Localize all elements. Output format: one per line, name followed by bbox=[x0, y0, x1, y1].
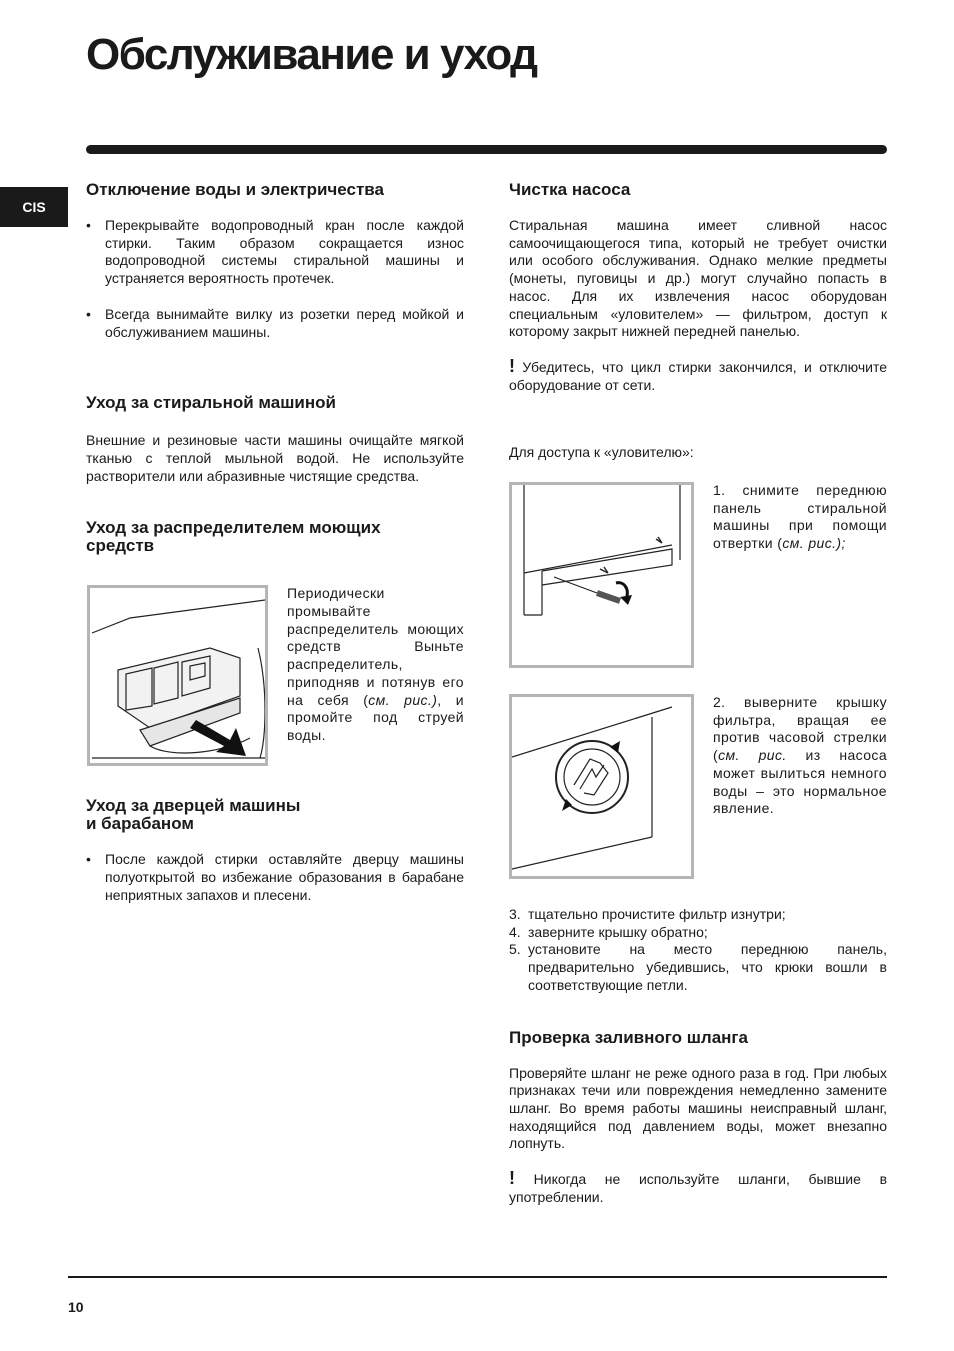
list-item: • Всегда вынимайте вилку из розетки перед мойкой и обслуживанием машины. bbox=[86, 306, 464, 341]
section-heading-shutoff: Отключение воды и электричества bbox=[86, 180, 384, 199]
door-list bbox=[86, 851, 464, 904]
filter-cap-illustration bbox=[512, 697, 691, 876]
bottom-rule bbox=[68, 1276, 887, 1278]
hose-text: Проверяйте шланг не реже одного раза в год. При любых признаках течи или повреждения немедленно замените шланг. Во время работы машины неисправный шланг, находящийся под давлением воды, может внезапно лопнуть. bbox=[509, 1064, 887, 1152]
list-item: • После каждой стирки оставляйте дверцу машины полуоткрытой во избежание образования в барабане неприятных запахов и плесени. bbox=[86, 851, 464, 904]
step2-block bbox=[509, 694, 887, 879]
warning-icon: ! bbox=[509, 355, 515, 376]
section-heading-dispenser: Уход за распределителем моющих средств bbox=[86, 518, 381, 556]
machine-care-text: Внешние и резиновые части машины очищайте мягкой тканью с теплой мыльной водой. Не используйте растворители или абразивные чистящие средства. bbox=[86, 432, 464, 484]
left-column bbox=[86, 180, 464, 904]
list-item: • Перекрывайте водопроводный кран после каждой стирки. Таким образом сокращается износ водопроводной системы стиральной машины и устраняется вероятность протечек. bbox=[86, 217, 464, 288]
list-item: 4. заверните крышку обратно; bbox=[509, 923, 708, 940]
screwdriver-panel-illustration bbox=[512, 485, 691, 665]
pump-text: Стиральная машина имеет сливной насос самоочищающегося типа, который не требует очистки или особого обслуживания. Однако мелкие предметы (монеты, пуговицы и др.) могут случайно попасть в насос. Для их извлечения насос оборудован специальным «уловителем» — фильтром, доступ к которому закрыт нижней передней панелью. bbox=[509, 217, 887, 340]
dispenser-figure bbox=[87, 585, 268, 766]
list-item: 3. тщательно прочистите фильтр изнутри; bbox=[509, 906, 786, 923]
page-title: Обслуживание и уход bbox=[86, 30, 537, 79]
step1-text: 1. снимите переднюю панель стиральной машины при помощи отвертки (см. рис.); bbox=[713, 482, 887, 552]
dispenser-block bbox=[86, 585, 464, 767]
access-text: Для доступа к «уловителю»: bbox=[509, 444, 694, 461]
region-tab: CIS bbox=[0, 187, 68, 227]
right-column bbox=[509, 180, 887, 1206]
warning-icon: ! bbox=[509, 1168, 515, 1189]
shutoff-list bbox=[86, 217, 464, 341]
section-heading-door: Уход за дверцей машины и барабаном bbox=[86, 796, 301, 834]
dispenser-text: Периодически промывайте распределитель моющих средств Выньте распределитель, приподняв и потянув его на себя (см. рис.), и промойте под струей воды. bbox=[287, 585, 464, 743]
steps-list bbox=[509, 906, 887, 995]
detergent-drawer-illustration bbox=[90, 588, 265, 763]
page-number: 10 bbox=[68, 1299, 84, 1315]
panel-removal-figure bbox=[509, 482, 694, 668]
step1-block bbox=[509, 482, 887, 668]
hose-warning: ! Никогда не используйте шланги, бывшие в употреблении. bbox=[509, 1168, 887, 1205]
step2-text: 2. выверните крышку фильтра, вращая ее против часовой стрелки (см. рис. из насоса может вылиться немного воды – это нормальное явление. bbox=[713, 694, 888, 817]
section-heading-machine-care: Уход за стиральной машиной bbox=[86, 393, 336, 413]
filter-figure bbox=[509, 694, 694, 879]
section-heading-pump: Чистка насоса bbox=[509, 180, 631, 199]
section-heading-hose: Проверка заливного шланга bbox=[509, 1027, 748, 1047]
list-item: 5. установите на место переднюю панель, предварительно убедившись, что крюки вошли в соответствующие петли. bbox=[509, 941, 887, 993]
top-rule bbox=[86, 145, 887, 154]
pump-warning: ! Убедитесь, что цикл стирки закончился, и отключите оборудование от сети. bbox=[509, 355, 887, 393]
